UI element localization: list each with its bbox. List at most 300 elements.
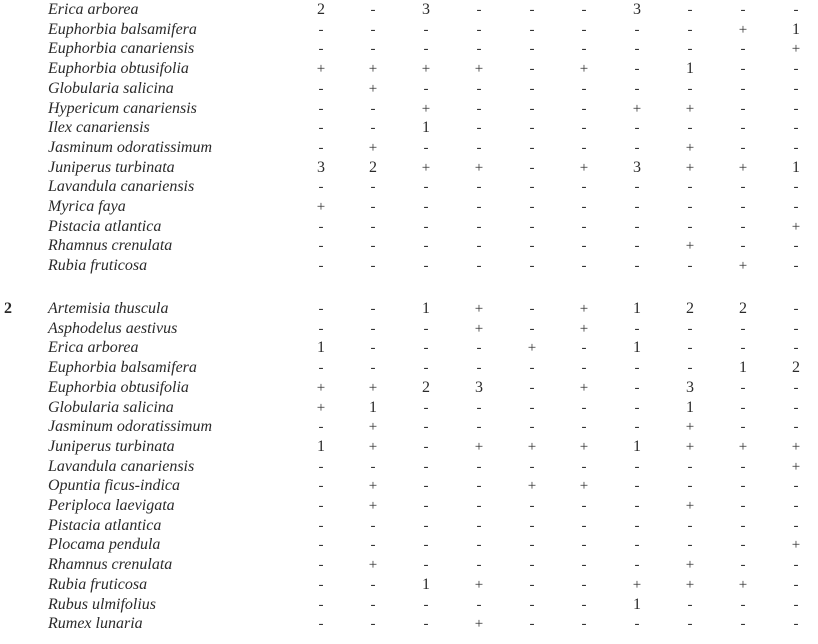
table-row xyxy=(0,197,818,217)
abundance-cell: - xyxy=(793,379,799,396)
abundance-cell: - xyxy=(581,360,587,377)
abundance-cell: - xyxy=(529,80,535,97)
species-name: Globularia salicina xyxy=(48,79,174,97)
abundance-cell: + xyxy=(685,557,695,574)
species-name: Asphodelus aestivus xyxy=(48,319,178,337)
abundance-cell: - xyxy=(318,258,324,275)
abundance-cell: - xyxy=(740,2,746,18)
table-row xyxy=(0,138,818,158)
abundance-cell: 2 xyxy=(739,300,747,317)
abundance-cell: - xyxy=(529,576,535,593)
abundance-cell: 3 xyxy=(475,378,483,396)
abundance-cell: - xyxy=(318,218,324,235)
abundance-cell: - xyxy=(476,340,482,357)
abundance-cell: - xyxy=(581,557,587,574)
abundance-cell: + xyxy=(738,258,748,275)
abundance-cell: - xyxy=(687,616,693,633)
abundance-cell: - xyxy=(423,537,429,554)
abundance-cell: - xyxy=(687,41,693,58)
abundance-cell: + xyxy=(368,80,378,97)
species-name: Plocama pendula xyxy=(48,536,161,554)
abundance-cell: 1 xyxy=(792,158,800,176)
abundance-cell: - xyxy=(793,61,799,78)
abundance-cell: - xyxy=(740,616,746,633)
abundance-cell: - xyxy=(370,41,376,58)
species-name: Pistacia atlantica xyxy=(48,217,162,235)
abundance-cell: 1 xyxy=(686,60,694,78)
abundance-cell: + xyxy=(527,438,537,455)
abundance-cell: - xyxy=(318,238,324,255)
abundance-cell: - xyxy=(793,258,799,275)
abundance-cell: - xyxy=(793,320,799,337)
abundance-cell: - xyxy=(370,458,376,475)
abundance-cell: - xyxy=(423,199,429,215)
abundance-cell: - xyxy=(529,159,535,176)
abundance-cell: 1 xyxy=(633,595,641,613)
abundance-cell: - xyxy=(687,360,693,377)
abundance-cell: + xyxy=(685,139,695,156)
species-name: Euphorbia canariensis xyxy=(48,40,195,58)
abundance-cell: - xyxy=(634,557,640,574)
abundance-cell: - xyxy=(634,537,640,554)
abundance-cell: - xyxy=(476,41,482,58)
abundance-cell: + xyxy=(474,159,484,176)
species-name: Periploca laevigata xyxy=(48,497,175,514)
abundance-cell: - xyxy=(318,360,324,377)
abundance-cell: - xyxy=(740,596,746,613)
abundance-cell: - xyxy=(318,419,324,436)
abundance-cell: - xyxy=(793,616,799,633)
abundance-cell: 3 xyxy=(686,378,694,396)
abundance-cell: - xyxy=(740,238,746,255)
abundance-cell: - xyxy=(634,498,640,514)
abundance-cell: 1 xyxy=(686,398,694,416)
abundance-cell: - xyxy=(529,517,535,534)
table-row xyxy=(0,378,818,398)
table-row xyxy=(0,417,818,437)
species-name: Artemisia thuscula xyxy=(48,300,169,317)
abundance-cell: - xyxy=(318,517,324,534)
abundance-cell: - xyxy=(370,517,376,534)
abundance-cell: - xyxy=(581,139,587,156)
abundance-cell: - xyxy=(581,399,587,416)
abundance-cell: - xyxy=(687,120,693,137)
abundance-cell: - xyxy=(529,258,535,275)
abundance-cell: - xyxy=(423,21,429,38)
abundance-cell: - xyxy=(318,616,324,633)
abundance-cell: + xyxy=(738,21,748,38)
abundance-cell: - xyxy=(370,120,376,137)
abundance-cell: + xyxy=(791,218,801,235)
abundance-cell: - xyxy=(687,517,693,534)
table-row xyxy=(0,177,818,197)
abundance-cell: - xyxy=(740,399,746,416)
abundance-cell: + xyxy=(579,301,589,317)
abundance-cell: - xyxy=(370,2,376,18)
abundance-cell: - xyxy=(318,498,324,514)
abundance-cell: - xyxy=(423,596,429,613)
abundance-cell: - xyxy=(581,238,587,255)
abundance-cell: - xyxy=(476,21,482,38)
abundance-cell: 3 xyxy=(317,158,325,176)
abundance-cell: - xyxy=(529,557,535,574)
abundance-cell: + xyxy=(368,139,378,156)
abundance-cell: - xyxy=(423,41,429,58)
abundance-cell: - xyxy=(423,80,429,97)
abundance-cell: - xyxy=(793,498,799,514)
abundance-cell: - xyxy=(423,419,429,436)
species-name: Lavandula canariensis xyxy=(48,178,195,196)
abundance-cell: - xyxy=(793,2,799,18)
abundance-cell: - xyxy=(370,301,376,317)
abundance-cell: - xyxy=(634,616,640,633)
abundance-cell: + xyxy=(685,100,695,117)
abundance-cell: - xyxy=(318,478,324,495)
species-name: Hypericum canariensis xyxy=(48,99,197,117)
group-label: 2 xyxy=(4,300,12,317)
abundance-cell: - xyxy=(581,218,587,235)
abundance-cell: - xyxy=(423,340,429,357)
abundance-cell: + xyxy=(579,379,589,396)
abundance-cell: - xyxy=(581,498,587,514)
abundance-cell: - xyxy=(370,596,376,613)
species-name: Ilex canariensis xyxy=(48,119,150,137)
abundance-cell: - xyxy=(529,100,535,117)
abundance-cell: - xyxy=(370,258,376,275)
abundance-cell: - xyxy=(581,21,587,38)
abundance-cell: + xyxy=(474,438,484,455)
abundance-cell: - xyxy=(740,179,746,196)
table-row xyxy=(0,516,818,536)
species-name: Euphorbia balsamifera xyxy=(48,359,197,377)
abundance-cell: - xyxy=(581,179,587,196)
abundance-cell: 3 xyxy=(422,1,430,18)
abundance-cell: - xyxy=(318,301,324,317)
abundance-cell: - xyxy=(687,258,693,275)
abundance-cell: 3 xyxy=(633,1,641,18)
abundance-cell: - xyxy=(476,498,482,514)
abundance-cell: - xyxy=(740,100,746,117)
abundance-cell: 2 xyxy=(792,359,800,377)
abundance-cell: - xyxy=(476,2,482,18)
abundance-cell: - xyxy=(476,458,482,475)
abundance-cell: - xyxy=(370,320,376,337)
abundance-cell: - xyxy=(529,61,535,78)
abundance-cell: - xyxy=(793,557,799,574)
table-row xyxy=(0,555,818,575)
species-name: Pistacia atlantica xyxy=(48,516,162,534)
abundance-cell: - xyxy=(793,576,799,593)
table-row xyxy=(0,575,818,595)
table-row xyxy=(0,99,818,119)
abundance-cell: - xyxy=(423,478,429,495)
abundance-cell: - xyxy=(476,139,482,156)
abundance-cell: + xyxy=(474,616,484,633)
species-name: Lavandula canariensis xyxy=(48,457,195,475)
abundance-cell: - xyxy=(529,199,535,215)
abundance-cell: - xyxy=(740,139,746,156)
abundance-cell: 1 xyxy=(633,300,641,317)
abundance-cell: - xyxy=(529,2,535,18)
table-row xyxy=(0,358,818,378)
abundance-cell: - xyxy=(634,218,640,235)
species-name: Erica arborea xyxy=(48,339,139,357)
species-name: Jasminum odoratissimum xyxy=(48,138,213,156)
abundance-cell: - xyxy=(370,340,376,357)
abundance-cell: - xyxy=(581,537,587,554)
abundance-cell: - xyxy=(370,616,376,633)
species-name: Myrica faya xyxy=(48,198,126,215)
abundance-cell: + xyxy=(368,498,378,514)
abundance-cell: + xyxy=(791,438,801,455)
abundance-cell: - xyxy=(687,458,693,475)
table-row xyxy=(0,236,818,256)
abundance-cell: - xyxy=(529,21,535,38)
abundance-cell: - xyxy=(529,360,535,377)
abundance-cell: - xyxy=(529,120,535,137)
abundance-cell: - xyxy=(476,537,482,554)
abundance-cell: - xyxy=(529,238,535,255)
abundance-cell: - xyxy=(634,458,640,475)
species-name: Globularia salicina xyxy=(48,398,174,416)
table-row xyxy=(0,496,818,516)
abundance-cell: 1 xyxy=(633,339,641,357)
abundance-cell: - xyxy=(370,238,376,255)
abundance-cell: - xyxy=(423,438,429,455)
abundance-cell: + xyxy=(368,557,378,574)
abundance-cell: - xyxy=(793,517,799,534)
abundance-cell: + xyxy=(685,576,695,593)
abundance-cell: - xyxy=(370,537,376,554)
species-name: Rhamnus crenulata xyxy=(48,237,173,255)
abundance-cell: - xyxy=(687,21,693,38)
abundance-cell: - xyxy=(476,596,482,613)
abundance-cell: - xyxy=(423,320,429,337)
abundance-cell: + xyxy=(738,159,748,176)
species-name: Rubia fruticosa xyxy=(48,257,148,275)
abundance-cell: - xyxy=(634,179,640,196)
abundance-cell: + xyxy=(685,419,695,436)
abundance-cell: - xyxy=(423,557,429,574)
abundance-cell: - xyxy=(370,218,376,235)
abundance-cell: + xyxy=(316,61,326,78)
abundance-cell: - xyxy=(740,379,746,396)
abundance-cell: - xyxy=(793,120,799,137)
abundance-cell: - xyxy=(423,218,429,235)
abundance-cell: - xyxy=(370,179,376,196)
abundance-cell: - xyxy=(318,41,324,58)
abundance-cell: + xyxy=(316,379,326,396)
abundance-cell: - xyxy=(581,41,587,58)
abundance-cell: - xyxy=(634,21,640,38)
species-name: Jasminum odoratissimum xyxy=(48,418,213,436)
abundance-cell: + xyxy=(685,498,695,514)
abundance-cell: + xyxy=(368,438,378,455)
abundance-cell: + xyxy=(579,159,589,176)
species-name: Euphorbia obtusifolia xyxy=(48,378,189,396)
abundance-cell: - xyxy=(687,596,693,613)
abundance-cell: - xyxy=(318,557,324,574)
abundance-cell: - xyxy=(634,360,640,377)
abundance-cell: - xyxy=(793,80,799,97)
abundance-cell: - xyxy=(423,360,429,377)
table-row xyxy=(0,595,818,615)
abundance-cell: - xyxy=(793,399,799,416)
abundance-cell: - xyxy=(529,139,535,156)
abundance-cell: 1 xyxy=(422,575,430,593)
abundance-cell: - xyxy=(423,238,429,255)
abundance-cell: + xyxy=(316,199,326,215)
abundance-cell: + xyxy=(368,478,378,495)
abundance-cell: - xyxy=(740,320,746,337)
abundance-cell: 2 xyxy=(317,1,325,18)
abundance-cell: - xyxy=(687,199,693,215)
abundance-cell: - xyxy=(423,517,429,534)
abundance-cell: - xyxy=(318,139,324,156)
abundance-cell: - xyxy=(634,41,640,58)
species-name: Rubus ulmifolius xyxy=(48,595,157,613)
abundance-cell: - xyxy=(634,80,640,97)
abundance-cell: - xyxy=(476,517,482,534)
abundance-cell: - xyxy=(318,100,324,117)
abundance-cell: - xyxy=(529,596,535,613)
abundance-cell: - xyxy=(740,80,746,97)
abundance-cell: - xyxy=(793,478,799,495)
abundance-cell: - xyxy=(634,419,640,436)
abundance-cell: + xyxy=(685,438,695,455)
abundance-cell: - xyxy=(793,179,799,196)
abundance-cell: + xyxy=(632,100,642,117)
abundance-cell: - xyxy=(318,120,324,137)
abundance-cell: - xyxy=(476,557,482,574)
abundance-cell: - xyxy=(370,360,376,377)
abundance-cell: - xyxy=(740,61,746,78)
abundance-cell: - xyxy=(740,478,746,495)
abundance-cell: - xyxy=(529,616,535,633)
abundance-cell: - xyxy=(370,21,376,38)
species-name: Erica arborea xyxy=(48,1,139,18)
species-name: Opuntia ficus-indica xyxy=(48,477,180,495)
table-row xyxy=(0,338,818,358)
table-row xyxy=(0,217,818,237)
abundance-cell: + xyxy=(791,41,801,58)
abundance-cell: - xyxy=(476,100,482,117)
abundance-cell: - xyxy=(793,199,799,215)
abundance-cell: + xyxy=(474,61,484,78)
abundance-cell: - xyxy=(740,218,746,235)
table-row xyxy=(0,535,818,555)
abundance-cell: - xyxy=(476,360,482,377)
abundance-cell: - xyxy=(793,596,799,613)
table-row xyxy=(0,20,818,40)
abundance-cell: - xyxy=(370,576,376,593)
abundance-cell: - xyxy=(529,537,535,554)
abundance-cell: - xyxy=(423,498,429,514)
abundance-cell: - xyxy=(476,258,482,275)
abundance-cell: + xyxy=(527,340,537,357)
abundance-cell: - xyxy=(634,517,640,534)
abundance-cell: - xyxy=(687,80,693,97)
abundance-cell: - xyxy=(529,320,535,337)
abundance-cell: - xyxy=(740,41,746,58)
abundance-cell: 1 xyxy=(792,20,800,38)
abundance-cell: - xyxy=(581,120,587,137)
abundance-cell: - xyxy=(529,458,535,475)
abundance-cell: 3 xyxy=(633,158,641,176)
abundance-cell: - xyxy=(581,616,587,633)
abundance-cell: - xyxy=(529,41,535,58)
abundance-cell: - xyxy=(370,199,376,215)
abundance-cell: 1 xyxy=(369,398,377,416)
abundance-cell: - xyxy=(476,399,482,416)
abundance-cell: - xyxy=(740,419,746,436)
table-row xyxy=(0,614,818,634)
abundance-cell: - xyxy=(793,100,799,117)
abundance-cell: - xyxy=(581,2,587,18)
table-row xyxy=(0,256,818,276)
abundance-cell: - xyxy=(687,218,693,235)
abundance-cell: - xyxy=(687,340,693,357)
abundance-cell: - xyxy=(634,139,640,156)
table-row xyxy=(0,39,818,59)
abundance-cell: + xyxy=(368,419,378,436)
species-name: Euphorbia obtusifolia xyxy=(48,60,189,78)
abundance-cell: - xyxy=(634,320,640,337)
abundance-cell: + xyxy=(738,438,748,455)
abundance-cell: - xyxy=(423,258,429,275)
abundance-cell: + xyxy=(474,576,484,593)
abundance-cell: - xyxy=(687,179,693,196)
abundance-cell: - xyxy=(476,80,482,97)
abundance-cell: 1 xyxy=(317,339,325,357)
abundance-cell: - xyxy=(581,576,587,593)
abundance-cell: 2 xyxy=(369,158,377,176)
abundance-cell: - xyxy=(476,120,482,137)
table-row xyxy=(0,437,818,457)
abundance-cell: - xyxy=(634,120,640,137)
abundance-cell: - xyxy=(634,61,640,78)
abundance-cell: + xyxy=(632,576,642,593)
table-row xyxy=(0,118,818,138)
abundance-cell: - xyxy=(581,100,587,117)
species-name: Juniperus turbinata xyxy=(48,437,175,455)
table-row xyxy=(0,79,818,99)
abundance-cell: - xyxy=(423,179,429,196)
abundance-cell: - xyxy=(423,616,429,633)
abundance-cell: - xyxy=(581,419,587,436)
abundance-cell: - xyxy=(581,199,587,215)
abundance-cell: - xyxy=(740,517,746,534)
abundance-cell: - xyxy=(476,478,482,495)
abundance-cell: 2 xyxy=(686,300,694,317)
abundance-cell: - xyxy=(634,478,640,495)
abundance-cell: 1 xyxy=(317,437,325,455)
abundance-cell: - xyxy=(793,340,799,357)
abundance-cell: + xyxy=(421,100,431,117)
abundance-cell: - xyxy=(318,179,324,196)
abundance-cell: + xyxy=(685,159,695,176)
abundance-cell: - xyxy=(687,2,693,18)
abundance-cell: - xyxy=(581,596,587,613)
abundance-cell: - xyxy=(581,258,587,275)
abundance-cell: - xyxy=(634,399,640,416)
abundance-cell: - xyxy=(793,419,799,436)
abundance-cell: - xyxy=(318,537,324,554)
abundance-cell: + xyxy=(791,458,801,475)
abundance-cell: - xyxy=(318,596,324,613)
abundance-cell: - xyxy=(634,379,640,396)
abundance-cell: - xyxy=(740,458,746,475)
